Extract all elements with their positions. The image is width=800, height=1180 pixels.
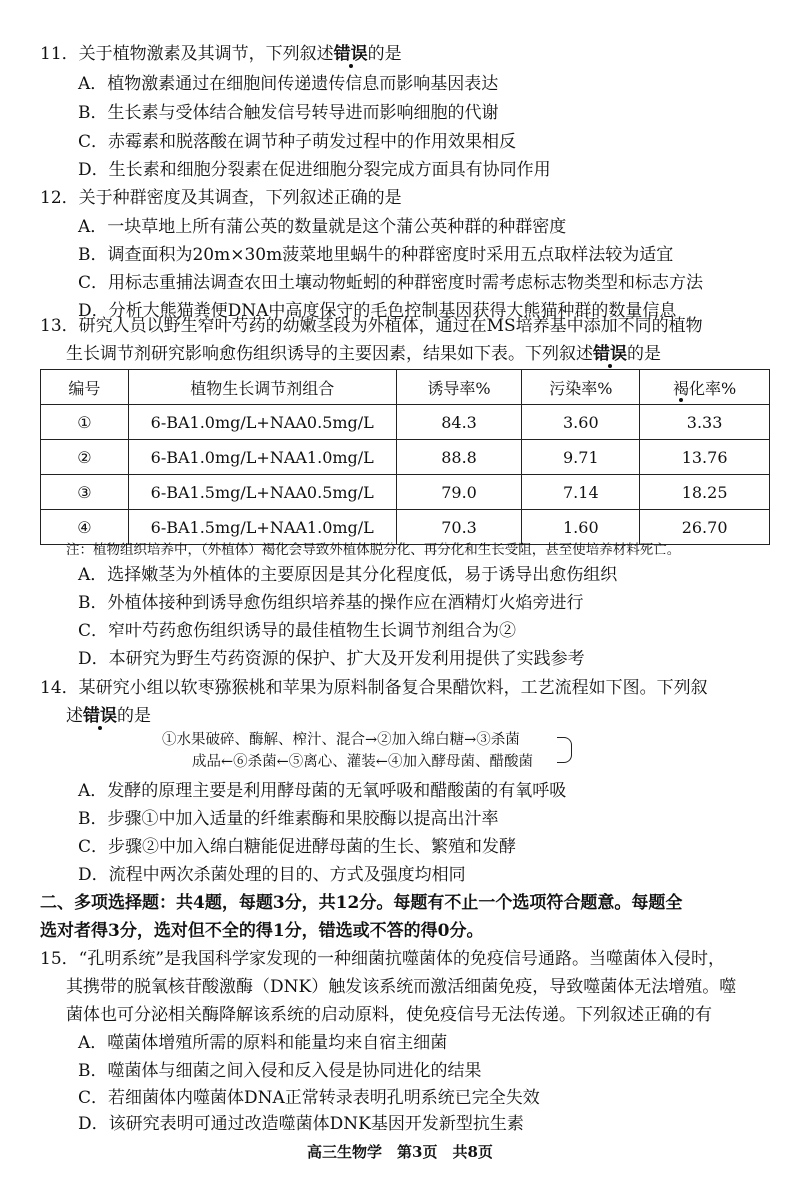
table-cell: 13.76 — [640, 440, 770, 475]
table-header-row — [41, 370, 770, 405]
q15-option-b: B．噬菌体与细菌之间入侵和反入侵是协同进化的结果 — [78, 1061, 482, 1081]
q14-option-d: D．流程中两次杀菌处理的目的、方式及强度均相同 — [78, 865, 466, 885]
process-flow-line2: 成品←⑥杀菌←⑤离心、灌装←④加入酵母菌、醋酸菌 — [192, 754, 533, 770]
header-cell: 褐化率% — [640, 370, 770, 405]
table-cell: 6-BA1.0mg/L+NAA1.0mg/L — [128, 440, 396, 475]
q15-option-c: C．若细菌体内噬菌体DNA正常转录表明孔明系统已完全失效 — [78, 1088, 540, 1108]
table-row — [41, 405, 770, 440]
emphasis-mark: 褐 — [672, 378, 689, 398]
table-row — [41, 475, 770, 510]
table-cell: 79.0 — [396, 475, 522, 510]
results-table — [40, 369, 770, 545]
q11-option-c: C．赤霉素和脱落酸在调节种子萌发过程中的作用效果相反 — [78, 132, 517, 152]
q15-stem-line1: 15．“孔明系统”是我国科学家发现的一种细菌抗噬菌体的免疫信号通路。当噬菌体入侵时， — [40, 949, 726, 969]
table-cell: 3.60 — [522, 405, 640, 440]
emphasis-mark: 错误 — [333, 44, 368, 64]
table-cell: 6-BA1.0mg/L+NAA0.5mg/L — [128, 405, 396, 440]
table-cell: 6-BA1.5mg/L+NAA1.0mg/L — [128, 510, 396, 545]
header-cell: 污染率% — [522, 370, 640, 405]
q15-option-a: A．噬菌体增殖所需的原料和能量均来自宿主细菌 — [78, 1033, 448, 1053]
table-cell: 26.70 — [640, 510, 770, 545]
q12-option-d: D．分析大熊猫粪便DNA中高度保守的毛色控制基因获得大熊猫种群的数量信息 — [78, 301, 677, 321]
section-heading-line2: 选对者得3分，选对但不全的得1分，错选或不答的得0分。 — [40, 921, 484, 941]
page-footer: 高三生物学 第3页 共8页 — [307, 1143, 493, 1161]
q11-option-b: B．生长素与受体结合触发信号转导进而影响细胞的代谢 — [78, 103, 499, 123]
header-cell: 编号 — [41, 370, 129, 405]
q14-stem-line1: 14．某研究小组以软枣猕猴桃和苹果为原料制备复合果醋饮料，工艺流程如下图。下列叙 — [40, 678, 708, 698]
q15-stem-line3: 菌体也可分泌相关酶降解该系统的启动原料，使免疫信号无法传递。下列叙述正确的有 — [66, 1005, 712, 1025]
q12-stem: 12．关于种群密度及其调查，下列叙述正确的是 — [40, 188, 402, 208]
table-cell: 1.60 — [522, 510, 640, 545]
table-cell: 70.3 — [396, 510, 522, 545]
table-cell: 9.71 — [522, 440, 640, 475]
table-cell: ① — [41, 405, 129, 440]
table-cell: 3.33 — [640, 405, 770, 440]
q11-option-d: D．生长素和细胞分裂素在促进细胞分裂完成方面具有协同作用 — [78, 160, 551, 180]
process-flow-line1: ①水果破碎、酶解、榨汁、混合→②加入绵白糖→③杀菌 — [162, 732, 520, 748]
table-note: 注：植物组织培养中，（外植体）褐化会导致外植体脱分化、再分化和生长受阻，甚至使培养材料死亡。 — [66, 542, 681, 558]
q15-stem-line2: 其携带的脱氧核苷酸激酶（DNK）触发该系统而激活细菌免疫，导致噬菌体无法增殖。噬 — [66, 977, 737, 997]
q14-option-a: A．发酵的原理主要是利用酵母菌的无氧呼吸和醋酸菌的有氧呼吸 — [78, 781, 567, 801]
q13-option-a: A．选择嫩茎为外植体的主要原因是其分化程度低，易于诱导出愈伤组织 — [78, 565, 618, 585]
header-cell: 诱导率% — [396, 370, 522, 405]
q15-option-d: D．该研究表明可通过改造噬菌体DNK基因开发新型抗生素 — [78, 1114, 524, 1134]
table-cell: 7.14 — [522, 475, 640, 510]
table-cell: ④ — [41, 510, 129, 545]
table-row — [41, 440, 770, 475]
flow-return-arrow — [557, 737, 572, 763]
table-cell: 18.25 — [640, 475, 770, 510]
header-cell: 植物生长调节剂组合 — [128, 370, 396, 405]
q13-stem-line1: 13．研究人员以野生窄叶芍药的幼嫩茎段为外植体，通过在MS培养基中添加不同的植物 — [40, 316, 703, 336]
q12-option-a: A．一块草地上所有蒲公英的数量就是这个蒲公英种群的种群密度 — [78, 217, 567, 237]
q12-option-c: C．用标志重捕法调查农田土壤动物蚯蚓的种群密度时需考虑标志物类型和标志方法 — [78, 273, 704, 293]
q13-option-b: B．外植体接种到诱导愈伤组织培养基的操作应在酒精灯火焰旁进行 — [78, 593, 584, 613]
q14-option-c: C．步骤②中加入绵白糖能促进酵母菌的生长、繁殖和发酵 — [78, 837, 517, 857]
emphasis-mark: 错误 — [83, 706, 117, 726]
q14-option-b: B．步骤①中加入适量的纤维素酶和果胶酶以提高出汁率 — [78, 809, 499, 829]
section-heading-line1: 二、多项选择题：共4题，每题3分，共12分。每题有不止一个选项符合题意。每题全 — [40, 893, 683, 913]
q12-option-b: B．调查面积为20m×30m菠菜地里蜗牛的种群密度时采用五点取样法较为适宜 — [78, 245, 674, 265]
q13-stem-line2: 生长调节剂研究影响愈伤组织诱导的主要因素，结果如下表。下列叙述错误的是 — [66, 344, 661, 364]
q11-option-a: A．植物激素通过在细胞间传递遗传信息而影响基因表达 — [78, 74, 499, 94]
q11-stem: 11．关于植物激素及其调节，下列叙述错误的是 — [40, 44, 402, 64]
table-cell: 84.3 — [396, 405, 522, 440]
q13-option-d: D．本研究为野生芍药资源的保护、扩大及开发利用提供了实践参考 — [78, 649, 585, 669]
table-cell: 6-BA1.5mg/L+NAA0.5mg/L — [128, 475, 396, 510]
table-cell: ③ — [41, 475, 129, 510]
emphasis-mark: 错误 — [593, 344, 627, 364]
table-cell: ② — [41, 440, 129, 475]
q14-stem-line2: 述错误的是 — [66, 706, 151, 726]
q13-option-c: C．窄叶芍药愈伤组织诱导的最佳植物生长调节剂组合为② — [78, 621, 517, 641]
table-cell: 88.8 — [396, 440, 522, 475]
